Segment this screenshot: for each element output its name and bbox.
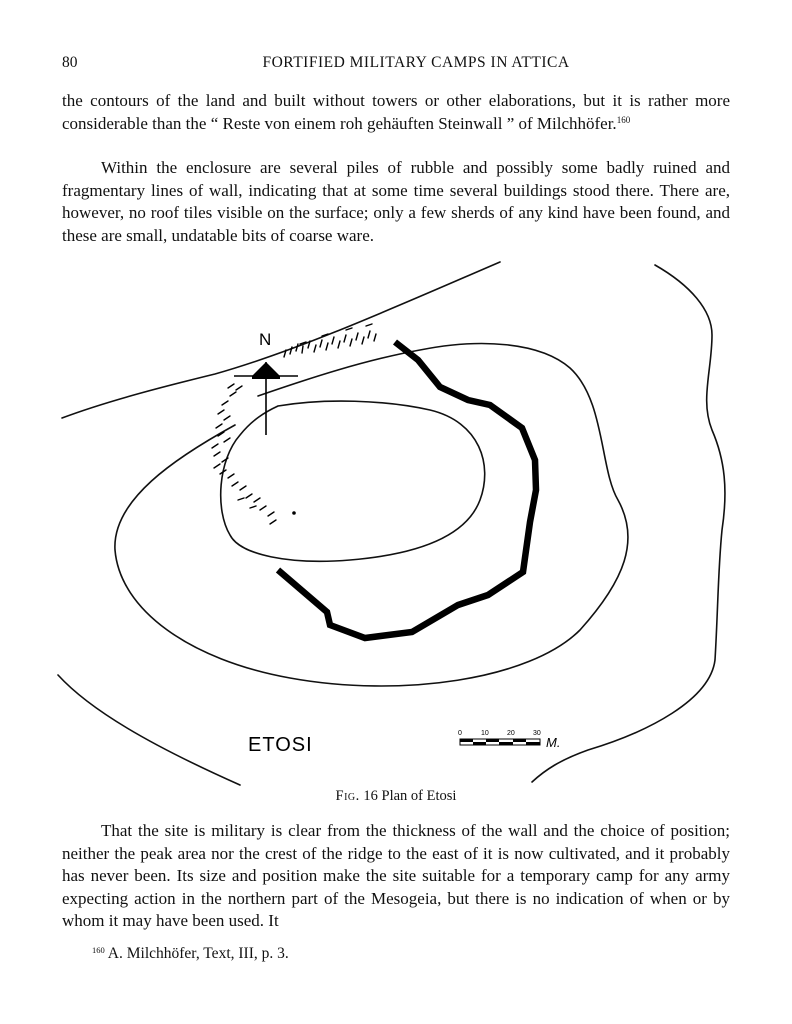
fortification-wall [278, 342, 536, 638]
site-plan-figure [0, 250, 792, 790]
scale-tick-20: 20 [507, 730, 515, 737]
running-title: FORTIFIED MILITARY CAMPS IN ATTICA [262, 54, 570, 71]
scale-bar [460, 739, 540, 745]
footnote-reference: 160 [616, 114, 631, 125]
paragraph-3 [62, 820, 730, 933]
page-number: 80 [62, 54, 78, 71]
site-label: ETOSI [248, 734, 313, 756]
outer-contour-line [62, 262, 500, 418]
scale-tick-10: 10 [481, 730, 489, 737]
figure-caption [0, 788, 792, 805]
paragraph-1-text: the contours of the land and built without towers or other elaborations, but it is rather more considerable than the “ Reste von einem roh gehäuften Steinwall ” of Milchhöfer. [62, 91, 730, 133]
footnote-marker: 160 [92, 945, 105, 955]
scale-tick-30: 30 [533, 730, 541, 737]
rubble-dashes-upper [284, 324, 376, 357]
eastern-contour-line [532, 265, 725, 782]
paragraph-2-text: Within the enclosure are several piles of rubble and possibly some badly ruined and fragmentary lines of wall, indicating that at some time several buildings stood there. There are, however, no roof tiles visible on the surface; only a few sherds of any kind have been found, and these are small, undatable bits of coarse ware. [62, 158, 730, 245]
north-label: N [259, 330, 272, 349]
footnote-text: A. Milchhöfer, Text, III, p. 3. [107, 945, 289, 962]
site-plan-drawing [0, 250, 792, 790]
footnote [92, 945, 289, 963]
figure-caption-text: 16 Plan of Etosi [363, 788, 457, 804]
page-header [62, 54, 730, 76]
scale-unit: M. [546, 735, 561, 750]
scale-tick-0: 0 [458, 730, 462, 737]
enclosure-dot [292, 511, 296, 515]
figure-caption-prefix: Fig. [335, 788, 360, 804]
paragraph-2 [62, 157, 730, 247]
paragraph-3-text: That the site is military is clear from the thickness of the wall and the choice of position; neither the peak area nor the crest of the ridge to the east of it is now cultivated, and it probably has never been. Its size and position make the site suitable for a temporary camp for any army expecting action in the northern part of the Mesogeia, but there is no indication of when or by whom it may have been used. It [62, 821, 730, 930]
paragraph-1 [62, 90, 730, 135]
north-arrow [234, 362, 298, 435]
summit-contour-line [221, 401, 485, 561]
lower-contour-line [58, 675, 240, 785]
